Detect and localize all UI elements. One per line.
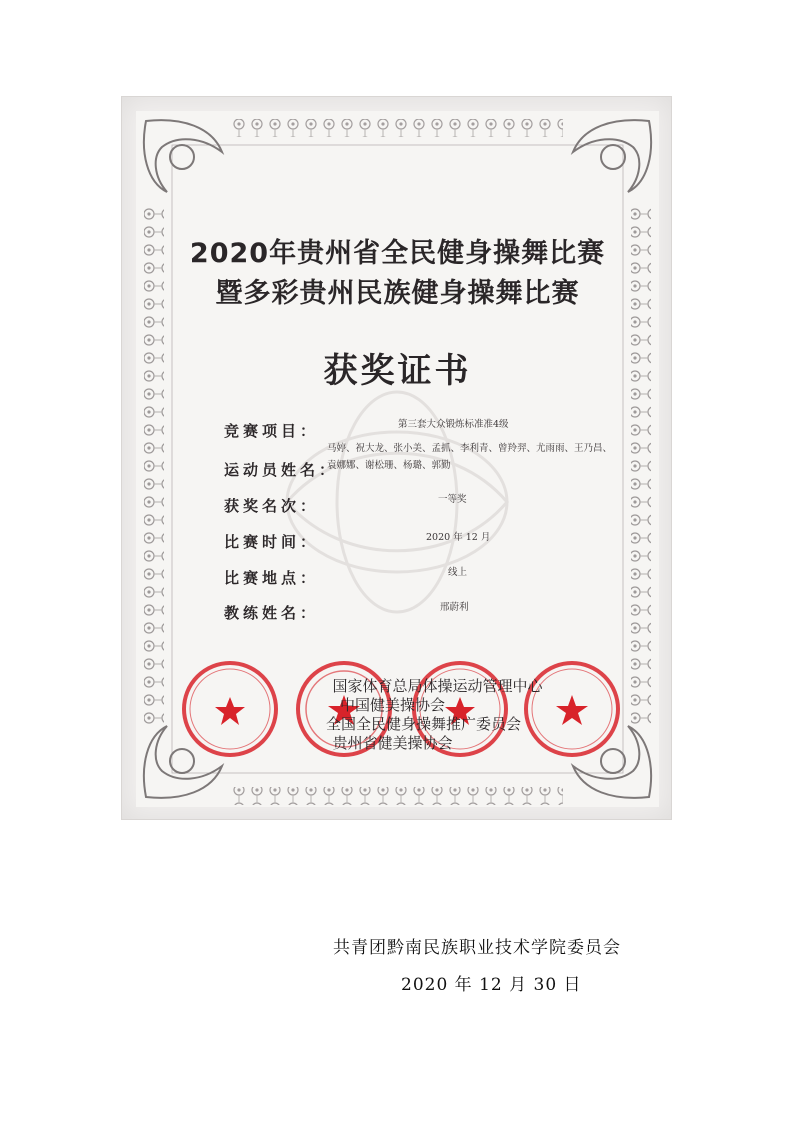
certificate-photo: [121, 96, 672, 820]
field-value-athletes-line2: 袁娜娜、谢松珊、杨璐、郭勤: [327, 460, 451, 471]
organizer-line-1: 国家体育总局体操运动管理中心: [332, 677, 543, 695]
organizer-line-4: 贵州省健美操协会: [332, 734, 453, 752]
field-value-award: 一等奖: [438, 494, 467, 505]
field-label-award: 获奖名次：: [224, 497, 320, 515]
organizer-line-3: 全国全民健身操舞推广委员会: [325, 715, 521, 733]
field-value-event: 第三套大众锻炼标准准4级: [398, 419, 509, 430]
field-value-date: 2020 年 12 月: [426, 532, 491, 543]
field-value-coach: 邢蔚利: [440, 602, 469, 613]
certificate-heading: 获奖证书: [323, 351, 472, 391]
organizer-line-2: 中国健美操协会: [339, 696, 445, 714]
field-value-athletes-line1: 马婷、祝大龙、张小美、孟抓、李利青、曾羚羿、尤雨雨、王乃昌、: [327, 443, 613, 454]
footer-date: 2020 年 12 月 30 日: [401, 975, 582, 995]
certificate-title-line1: 2020年贵州省全民健身操舞比赛: [189, 238, 606, 269]
certificate-title-line2: 暨多彩贵州民族健身操舞比赛: [215, 278, 580, 309]
field-value-venue: 线上: [448, 567, 468, 578]
field-label-athletes: 运动员姓名：: [224, 461, 339, 479]
field-label-event: 竞赛项目：: [224, 422, 320, 440]
field-label-venue: 比赛地点：: [224, 569, 320, 587]
field-label-date: 比赛时间：: [224, 533, 320, 551]
footer-issuer: 共青团黔南民族职业技术学院委员会: [333, 938, 621, 958]
field-label-coach: 教练姓名：: [224, 604, 320, 622]
